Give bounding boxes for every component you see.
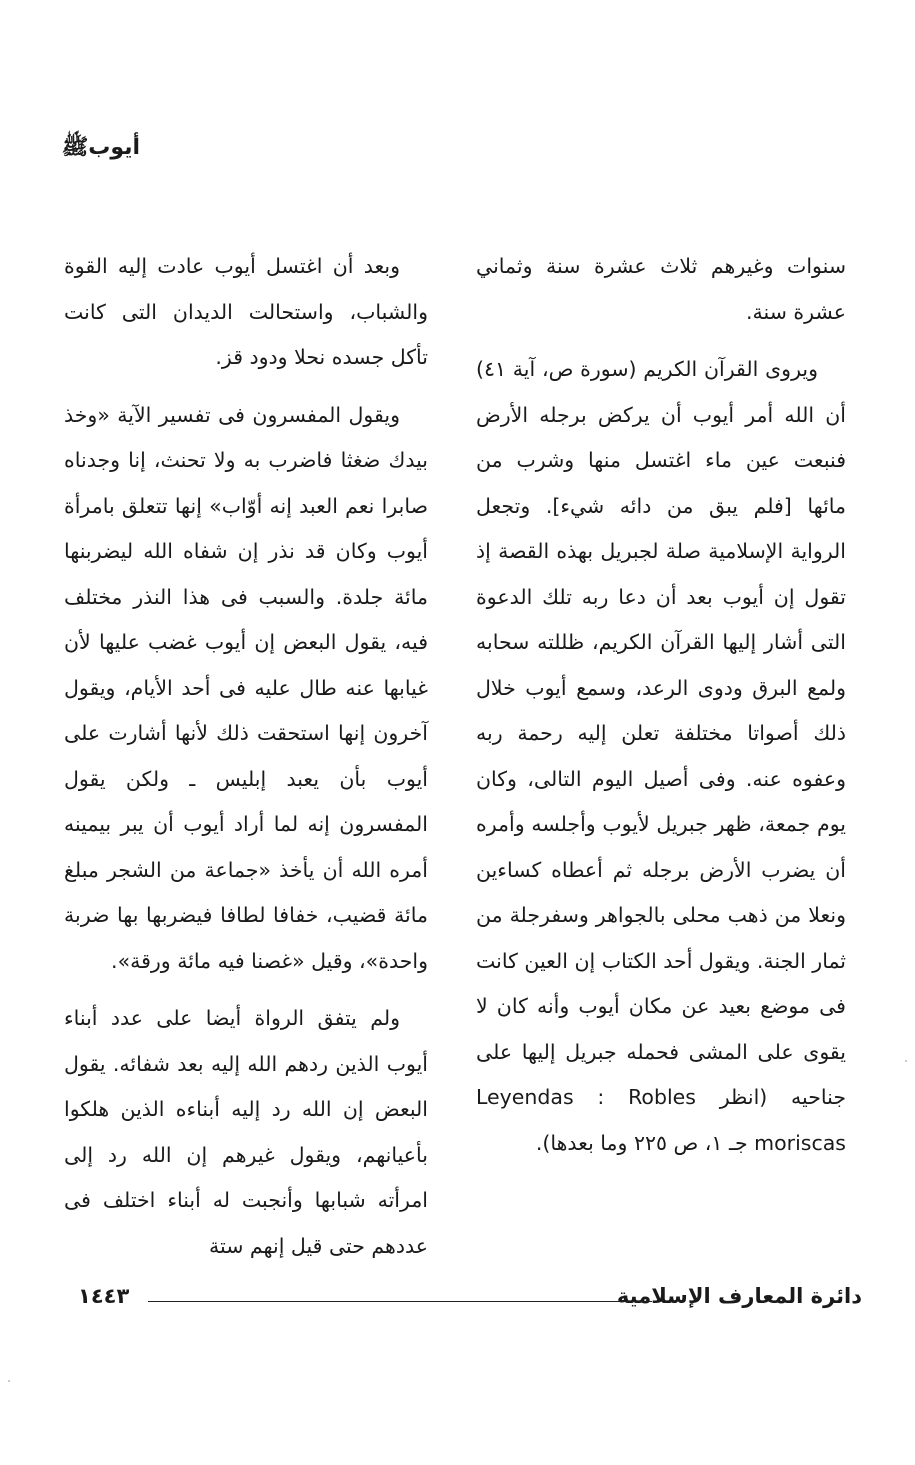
paragraph: سنوات وغيرهم ثلاث عشرة سنة وثماني عشرة سنة. bbox=[476, 254, 846, 324]
paragraph: ويقول المفسرون فى تفسير الآية «وخذ بيدك ضغثا فاضرب به ولا تحنث، إنا وجدناه صابرا نعم العبد إنه أوّاب» إنها تتعلق بامرأة أيوب وكان قد نذر إن شفاه الله ليضربنها مائة جلدة. والسبب فى هذا النذر مختلف فيه، يقول البعض إن أيوب غضب عليها لأن غيابها عنه طال عليه فى أحد الأيام، ويقول آخرون إنها استحقت ذلك لأنها أشارت على أيوب بأن يعبد إبليس ـ ولكن يقول المفسرون إنه لما أراد أيوب أن يبر بيمينه أمره الله أن يأخذ «جماعة من الشجر مبلغ مائة قضيب، خفافا لطافا فيضربها بها ضربة واحدة»، وقيل «غصنا فيه مائة ورقة». bbox=[64, 402, 428, 973]
page-number: ١٤٤٣ bbox=[78, 1284, 130, 1308]
scan-speck bbox=[8, 1380, 10, 1382]
running-head: أيوبﷺ bbox=[61, 135, 140, 160]
footer-rule bbox=[148, 1301, 652, 1302]
left-column bbox=[64, 244, 428, 1281]
right-column bbox=[476, 244, 846, 1178]
paragraph: ولم يتفق الرواة أيضا على عدد أبناء أيوب الذين ردهم الله إليه بعد شفائه. يقول البعض إن الله رد إليه أبناءه الذين هلكوا بأعيانهم، ويقول غيرهم إن الله رد إلى امرأته شبابها وأنجبت له أبناء اختلف فى عددهم حتى قيل إنهم ستة bbox=[64, 1006, 428, 1258]
paragraph: ويروى القرآن الكريم (سورة ص، آية ٤١) أن الله أمر أيوب أن يركض برجله الأرض فنبعت عين ماء اغتسل منها وشرب من مائها [فلم يبق من دائه شيء]. وتجعل الرواية الإسلامية صلة لجبريل بهذه القصة إذ تقول إن أيوب بعد أن دعا ربه تلك الدعوة التى أشار إليها القرآن الكريم، ظللته سحابه ولمع البرق ودوى الرعد، وسمع أيوب خلال ذلك أصواتا مختلفة تعلن إليه رحمة ربه وعفوه عنه. وفى أصيل اليوم التالى، وكان يوم جمعة، ظهر جبريل لأيوب وأجلسه وأمره أن يضرب الأرض برجله ثم أعطاه كساءين ونعلا من ذهب محلى بالجواهر وسفرجلة من ثمار الجنة. ويقول أحد الكتاب إن العين كانت فى موضع بعيد عن مكان أيوب وأنه كان لا يقوى على المشى فحمله جبريل إليها على جناحيه (انظر Leyendas : Robles moriscas جـ ١، ص ٢٢٥ وما بعدها). bbox=[476, 357, 846, 1155]
scan-speck bbox=[905, 1060, 907, 1062]
page-footer bbox=[78, 1281, 862, 1317]
footer-title: دائرة المعارف الإسلامية bbox=[616, 1284, 862, 1308]
paragraph: وبعد أن اغتسل أيوب عادت إليه القوة والشباب، واستحالت الديدان التى كانت تأكل جسده نحلا ودود قز. bbox=[64, 254, 428, 369]
